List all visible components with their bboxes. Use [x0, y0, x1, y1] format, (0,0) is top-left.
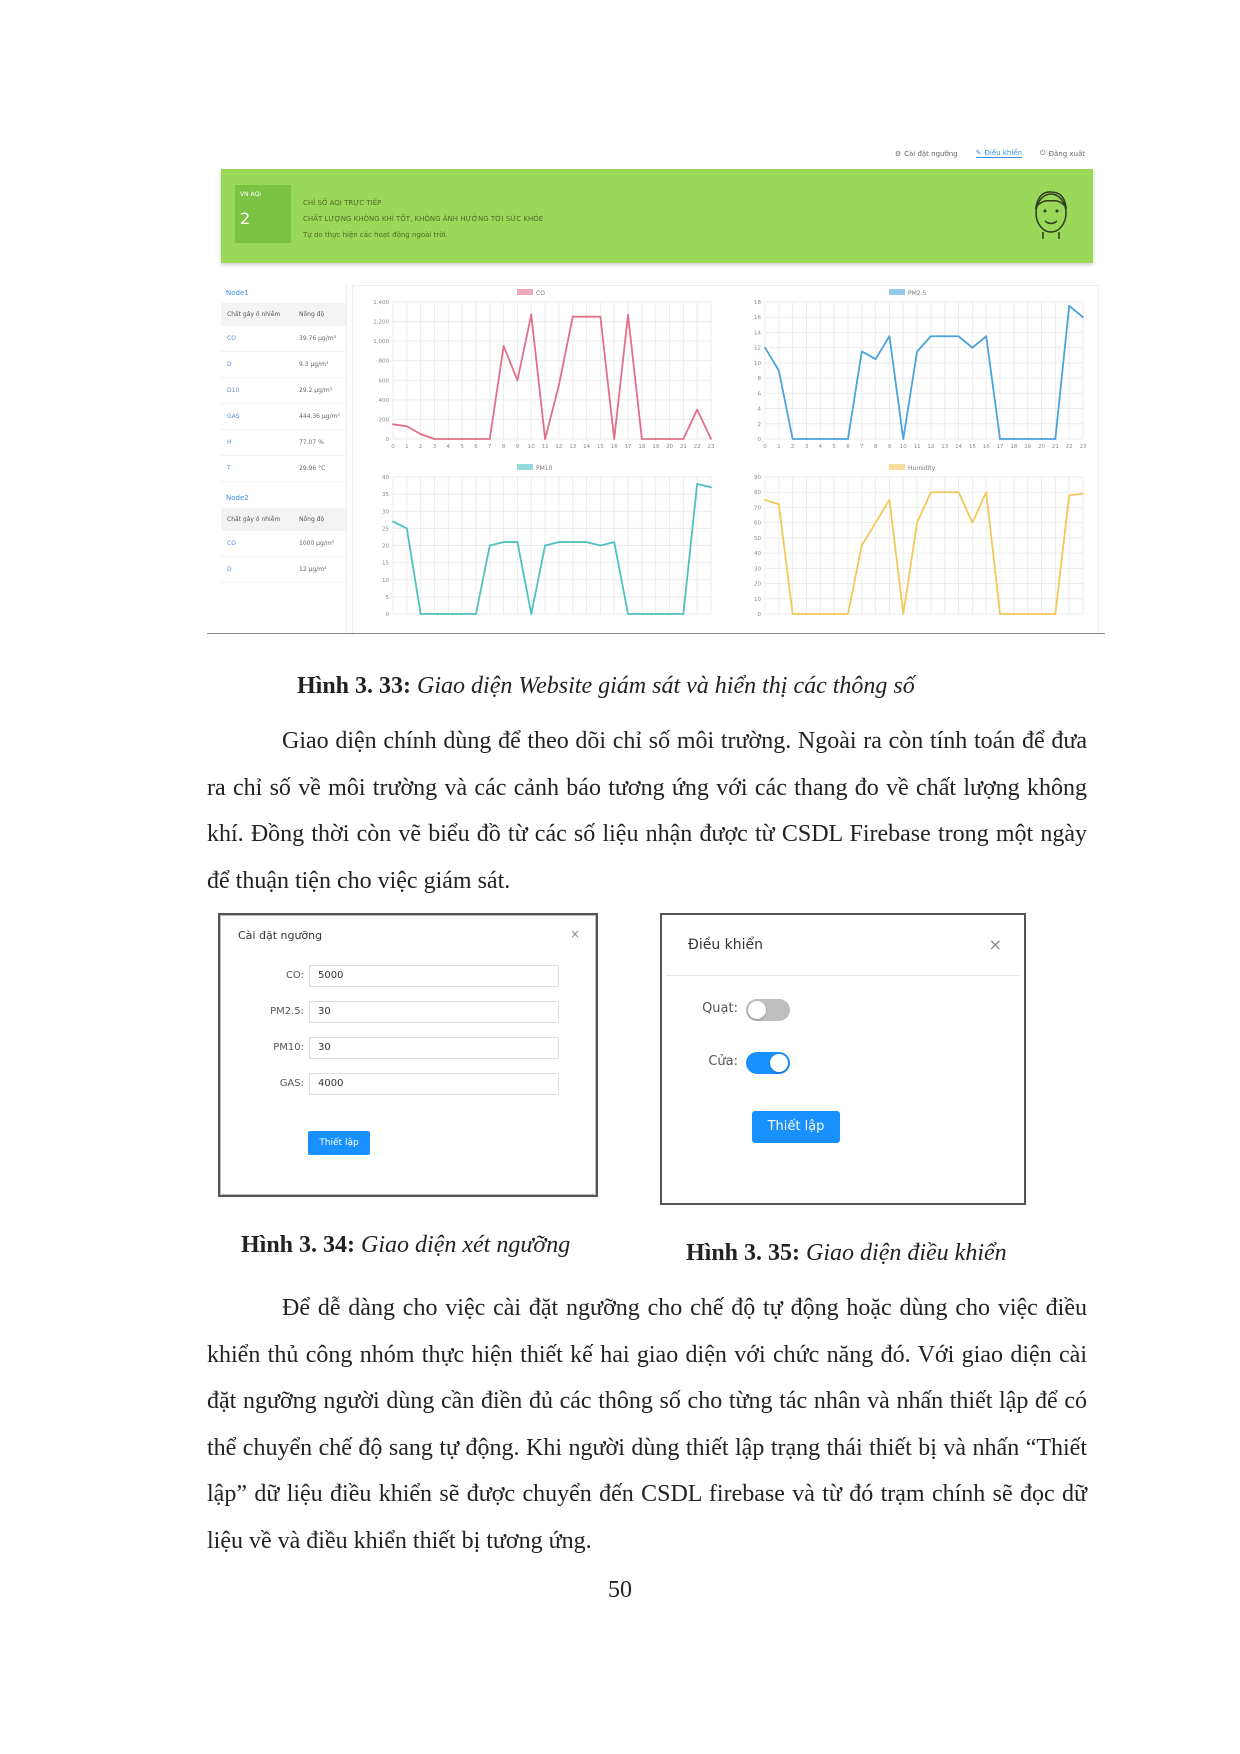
threshold-input[interactable]: 30 [309, 1037, 559, 1059]
threshold-input[interactable]: 5000 [309, 965, 559, 987]
door-toggle[interactable] [746, 1052, 790, 1074]
field-label: PM10: [273, 1042, 304, 1053]
table-row [221, 531, 346, 557]
y-tick-label: 14 [754, 330, 761, 337]
paragraph-1: Giao diện chính dùng để theo dõi chỉ số môi trường. Ngoài ra còn tính toán để đưa ra chỉ số về môi trường và các cảnh báo tương ứng với các thang đo về chất lượng không khí. Đồng thời còn vẽ biểu đồ từ các số liệu nhận được từ CSDL Firebase trong một ngày để thuận tiện cho việc giám sát. [207, 728, 1087, 894]
y-tick-label: 4 [757, 406, 761, 413]
data-point [489, 438, 491, 440]
y-tick-label: 40 [382, 475, 389, 481]
node-tables [221, 285, 347, 635]
x-tick-label: 13 [941, 444, 949, 450]
data-point [985, 491, 987, 493]
y-tick-label: 200 [378, 417, 389, 424]
data-point [558, 384, 560, 386]
data-point [572, 316, 574, 318]
y-tick-label: 0 [385, 612, 389, 618]
x-tick-label: 9 [887, 444, 892, 450]
x-tick-label: 4 [818, 444, 823, 450]
data-point [875, 522, 877, 524]
pollutant-value: 444.36 μg/m³ [299, 413, 340, 420]
x-tick-label: 1 [777, 444, 781, 450]
x-tick-label: 23 [1079, 444, 1087, 450]
logout-icon: ⏻ [1040, 149, 1046, 157]
field-label: PM2.5: [270, 1006, 304, 1017]
table-row [221, 456, 346, 482]
data-point [778, 504, 780, 506]
data-point [1068, 305, 1070, 307]
x-tick-label: 0 [763, 444, 767, 450]
y-tick-label: 8 [757, 376, 761, 383]
data-point [627, 314, 629, 316]
data-point [599, 545, 601, 547]
data-point [1054, 613, 1056, 615]
x-tick-label: 8 [873, 444, 878, 450]
data-point [971, 522, 973, 524]
data-point [792, 613, 794, 615]
x-tick-label: 2 [790, 444, 795, 450]
data-point [613, 438, 615, 440]
pollutant-value: 29.2 μg/m³ [299, 387, 333, 394]
pollutant-name: GAS [227, 413, 240, 420]
y-tick-label: 20 [754, 581, 761, 588]
aqi-box [235, 185, 291, 243]
data-point [861, 351, 863, 353]
table-row [221, 557, 346, 583]
pollutant-name: D10 [227, 387, 240, 394]
y-tick-label: 1,000 [373, 339, 389, 346]
x-tick-label: 5 [460, 444, 464, 450]
y-tick-label: 15 [382, 560, 389, 567]
data-point [544, 545, 546, 547]
x-tick-label: 16 [610, 444, 618, 450]
y-tick-label: 80 [754, 490, 761, 497]
x-tick-label: 22 [1065, 444, 1073, 450]
x-tick-label: 11 [913, 444, 921, 450]
data-point [710, 486, 712, 488]
data-point [572, 541, 574, 543]
data-point [916, 522, 918, 524]
data-point [641, 613, 643, 615]
legend-label: Humidity [908, 465, 936, 472]
threshold-field-row [220, 1073, 596, 1097]
data-point [1082, 493, 1084, 495]
data-point [847, 438, 849, 440]
data-point [1013, 613, 1015, 615]
data-point [819, 613, 821, 615]
data-point [420, 613, 422, 615]
data-point [530, 314, 532, 316]
data-point [985, 335, 987, 337]
x-tick-label: 20 [666, 444, 674, 450]
series-line-pm10 [393, 484, 711, 614]
data-point [406, 527, 408, 529]
door-label: Cửa: [708, 1054, 738, 1069]
x-tick-label: 15 [596, 444, 604, 450]
x-tick-label: 10 [527, 444, 535, 450]
x-tick-label: 17 [624, 444, 632, 450]
data-point [447, 438, 449, 440]
data-point [434, 438, 436, 440]
data-point [461, 438, 463, 440]
data-point [696, 409, 698, 411]
data-point [586, 316, 588, 318]
data-point [944, 335, 946, 337]
table-row [221, 404, 346, 430]
close-icon[interactable]: × [569, 927, 580, 941]
data-point [503, 541, 505, 543]
data-point [503, 345, 505, 347]
field-label: CO: [285, 970, 304, 981]
x-tick-label: 6 [846, 444, 850, 450]
data-point [544, 438, 546, 440]
pollutant-name: T [227, 465, 231, 472]
x-tick-label: 5 [832, 444, 836, 450]
data-point [406, 425, 408, 427]
data-point [958, 335, 960, 337]
pollutant-name: CO [227, 540, 236, 547]
x-tick-label: 8 [501, 444, 506, 450]
data-point [392, 521, 394, 523]
x-tick-label: 17 [996, 444, 1004, 450]
data-point [902, 438, 904, 440]
y-tick-label: 50 [754, 535, 761, 542]
paragraph-2: Để dễ dàng cho việc cài đặt ngưỡng cho chế độ tự động hoặc dùng cho việc điều khiển thủ công nhóm thực hiện thiết kế hai giao diện với chức năng đó. Với giao diện cài đặt ngưỡng người dùng cần điền đủ các thông số cho từng tác nhân và nhấn thiết lập để có thể chuyển chế độ sang tự động. Khi người dùng thiết lập trạng thái thiết bị và nhấn “Thiết lập” dữ liệu điều khiển sẽ được chuyển đến CSDL firebase và từ đó trạm chính sẽ đọc dữ liệu về và điều khiển thiết bị tương ứng. [207, 1295, 1087, 1554]
device-control-dialog [660, 913, 1026, 1205]
table-row [221, 378, 346, 404]
nav-logout[interactable]: ⏻ Đăng xuất [1040, 149, 1085, 158]
x-tick-label: 7 [860, 444, 864, 450]
data-point [958, 491, 960, 493]
node1-header: Chất gây ô nhiễm Nồng độ [221, 303, 346, 326]
y-tick-label: 12 [754, 345, 761, 352]
data-point [764, 347, 766, 349]
y-tick-label: 10 [754, 360, 761, 367]
data-point [944, 491, 946, 493]
data-point [764, 499, 766, 501]
y-tick-label: 0 [757, 437, 761, 443]
data-point [517, 541, 519, 543]
toggle-knob [770, 1054, 788, 1072]
y-tick-label: 400 [378, 397, 389, 404]
nav-threshold[interactable]: ⚙ Cài đặt ngưỡng [894, 149, 958, 158]
data-point [682, 613, 684, 615]
charts-area [352, 285, 1099, 635]
pollutant-value: 77.07 % [299, 439, 324, 446]
y-tick-label: 1,400 [373, 300, 389, 306]
threshold-input[interactable]: 4000 [309, 1073, 559, 1095]
smiley-face-icon [1031, 187, 1071, 241]
aqi-value: 2 [240, 209, 251, 228]
legend-label: PM2.5 [908, 290, 927, 297]
y-tick-label: 30 [754, 566, 761, 573]
x-tick-label: 15 [968, 444, 976, 450]
pollutant-name: D [227, 361, 232, 368]
x-tick-label: 3 [432, 444, 437, 450]
data-point [586, 541, 588, 543]
data-point [558, 541, 560, 543]
legend-swatch [517, 289, 533, 295]
y-tick-label: 5 [385, 594, 389, 601]
node2-title: Node2 [226, 494, 249, 502]
x-tick-label: 20 [1038, 444, 1046, 450]
pollutant-value: 12 μg/m³ [299, 566, 327, 573]
legend-swatch [517, 464, 533, 470]
pollutant-name: CO [227, 335, 236, 342]
line-charts [353, 286, 1098, 635]
data-point [1027, 438, 1029, 440]
data-point [971, 347, 973, 349]
page-number: 50 [608, 1577, 632, 1603]
pollutant-value: 29.96 °C [299, 465, 326, 472]
table-row [221, 430, 346, 456]
edit-icon: ✎ [975, 149, 982, 157]
caption-figure-3-34: Hình 3. 34: Giao diện xét ngưỡng [241, 1232, 571, 1258]
divider [666, 975, 1020, 976]
data-point [833, 613, 835, 615]
y-tick-label: 6 [757, 391, 761, 398]
data-point [1068, 494, 1070, 496]
x-tick-label: 12 [555, 444, 563, 450]
pollutant-name: D [227, 566, 232, 573]
threshold-field-row [220, 1001, 596, 1025]
apply-threshold-button[interactable]: Thiết lập [308, 1131, 370, 1155]
y-tick-label: 18 [754, 300, 761, 306]
data-point [792, 438, 794, 440]
y-tick-label: 40 [754, 551, 761, 558]
data-point [778, 370, 780, 372]
top-nav [895, 149, 1085, 158]
fan-toggle[interactable] [746, 999, 790, 1021]
close-icon[interactable]: × [988, 935, 1002, 954]
aqi-advice: Tự do thực hiện các hoạt động ngoài trời. [303, 231, 448, 239]
series-line-co [393, 315, 711, 439]
data-point [434, 613, 436, 615]
dialog-title: Điều khiển [688, 937, 764, 953]
x-tick-label: 3 [804, 444, 809, 450]
data-point [861, 545, 863, 547]
data-point [613, 541, 615, 543]
nav-control[interactable]: ✎ Điều khiển [975, 149, 1023, 157]
data-point [902, 613, 904, 615]
y-tick-label: 16 [754, 315, 761, 322]
data-point [461, 613, 463, 615]
y-tick-label: 60 [754, 520, 761, 527]
y-tick-label: 1,200 [373, 319, 389, 326]
data-point [1082, 316, 1084, 318]
pollutant-value: 9.3 μg/m³ [299, 361, 329, 368]
y-tick-label: 25 [382, 526, 389, 533]
node2-rows [221, 531, 346, 583]
y-tick-label: 10 [754, 596, 761, 603]
y-tick-label: 30 [382, 509, 389, 516]
field-label: GAS: [279, 1078, 304, 1089]
data-point [682, 438, 684, 440]
data-point [530, 613, 532, 615]
threshold-settings-dialog [218, 913, 598, 1197]
x-tick-label: 21 [679, 444, 687, 450]
data-point [475, 438, 477, 440]
legend-label: CO [536, 290, 545, 297]
data-point [819, 438, 821, 440]
x-tick-label: 13 [569, 444, 577, 450]
legend-swatch [889, 289, 905, 295]
x-tick-label: 16 [982, 444, 990, 450]
data-point [833, 438, 835, 440]
data-point [641, 438, 643, 440]
data-point [1054, 438, 1056, 440]
x-tick-label: 14 [583, 444, 591, 450]
x-tick-label: 4 [446, 444, 451, 450]
threshold-field-row [220, 1037, 596, 1061]
data-point [1041, 438, 1043, 440]
y-tick-label: 2 [757, 421, 761, 428]
legend-label: PM10 [536, 465, 553, 472]
x-tick-label: 21 [1051, 444, 1059, 450]
legend-swatch [889, 464, 905, 470]
y-tick-label: 800 [378, 358, 389, 365]
x-tick-label: 18 [638, 444, 646, 450]
data-point [806, 438, 808, 440]
y-tick-label: 0 [385, 437, 389, 443]
x-tick-label: 1 [405, 444, 409, 450]
data-point [930, 335, 932, 337]
data-point [655, 613, 657, 615]
table-row [221, 326, 346, 352]
pollutant-value: 39.76 μg/m³ [299, 335, 336, 342]
website-dashboard-figure [207, 145, 1105, 635]
data-point [669, 613, 671, 615]
y-tick-label: 90 [754, 475, 761, 481]
toggle-knob [748, 1001, 766, 1019]
data-point [875, 358, 877, 360]
data-point [1041, 613, 1043, 615]
data-point [710, 438, 712, 440]
x-tick-label: 0 [391, 444, 395, 450]
x-tick-label: 11 [541, 444, 549, 450]
series-line-pm25 [765, 306, 1083, 439]
x-tick-label: 14 [955, 444, 963, 450]
x-tick-label: 6 [474, 444, 478, 450]
data-point [889, 335, 891, 337]
x-tick-label: 9 [515, 444, 520, 450]
data-point [889, 499, 891, 501]
data-point [999, 438, 1001, 440]
data-point [655, 438, 657, 440]
data-point [447, 613, 449, 615]
x-tick-label: 12 [927, 444, 935, 450]
threshold-input[interactable]: 30 [309, 1001, 559, 1023]
y-tick-label: 0 [757, 612, 761, 618]
data-point [599, 316, 601, 318]
x-tick-label: 7 [488, 444, 492, 450]
data-point [489, 545, 491, 547]
caption-figure-3-35: Hình 3. 35: Giao diện điều khiển [686, 1240, 1007, 1266]
data-point [627, 613, 629, 615]
aqi-banner-text [303, 195, 543, 243]
aqi-status: CHẤT LƯỢNG KHÔNG KHÍ TỐT, KHÔNG ẢNH HƯỞNG TỚI SỨC KHỎE [303, 215, 544, 223]
data-point [696, 483, 698, 485]
x-tick-label: 22 [693, 444, 701, 450]
data-point [847, 613, 849, 615]
data-point [1027, 613, 1029, 615]
data-point [475, 613, 477, 615]
x-tick-label: 23 [707, 444, 715, 450]
x-tick-label: 10 [899, 444, 907, 450]
table-row [221, 352, 346, 378]
node2-header: Chất gây ô nhiễm Nồng độ [221, 508, 346, 531]
y-tick-label: 35 [382, 492, 389, 499]
pollutant-name: H [227, 439, 232, 446]
aqi-banner [221, 169, 1093, 263]
figure-bottom-rule [207, 633, 1105, 634]
data-point [392, 423, 394, 425]
data-point [669, 438, 671, 440]
threshold-field-row [220, 965, 596, 989]
node1-title: Node1 [226, 289, 249, 297]
y-tick-label: 70 [754, 505, 761, 512]
aqi-heading: CHỈ SỐ AQI TRỰC TIẾP [303, 199, 382, 207]
dialog-title: Cài đặt ngưỡng [238, 929, 323, 942]
y-tick-label: 10 [382, 577, 389, 584]
settings-icon: ⚙ [894, 149, 902, 158]
data-point [1013, 438, 1015, 440]
x-tick-label: 2 [418, 444, 423, 450]
fan-label: Quạt: [702, 1001, 738, 1016]
data-point [999, 613, 1001, 615]
x-tick-label: 19 [1024, 444, 1032, 450]
apply-control-button[interactable]: Thiết lập [752, 1111, 840, 1143]
y-tick-label: 600 [378, 378, 389, 385]
caption-figure-3-33: Hình 3. 33: Giao diện Website giám sát và hiển thị các thông số [297, 673, 915, 699]
data-point [806, 613, 808, 615]
x-tick-label: 19 [652, 444, 660, 450]
x-tick-label: 18 [1010, 444, 1018, 450]
data-point [420, 433, 422, 435]
pollutant-value: 1000 μg/m³ [299, 540, 335, 547]
data-point [517, 379, 519, 381]
y-tick-label: 20 [382, 543, 389, 550]
aqi-label: VN AQI [240, 191, 261, 198]
data-point [930, 491, 932, 493]
data-point [916, 351, 918, 353]
node1-rows [221, 326, 346, 482]
